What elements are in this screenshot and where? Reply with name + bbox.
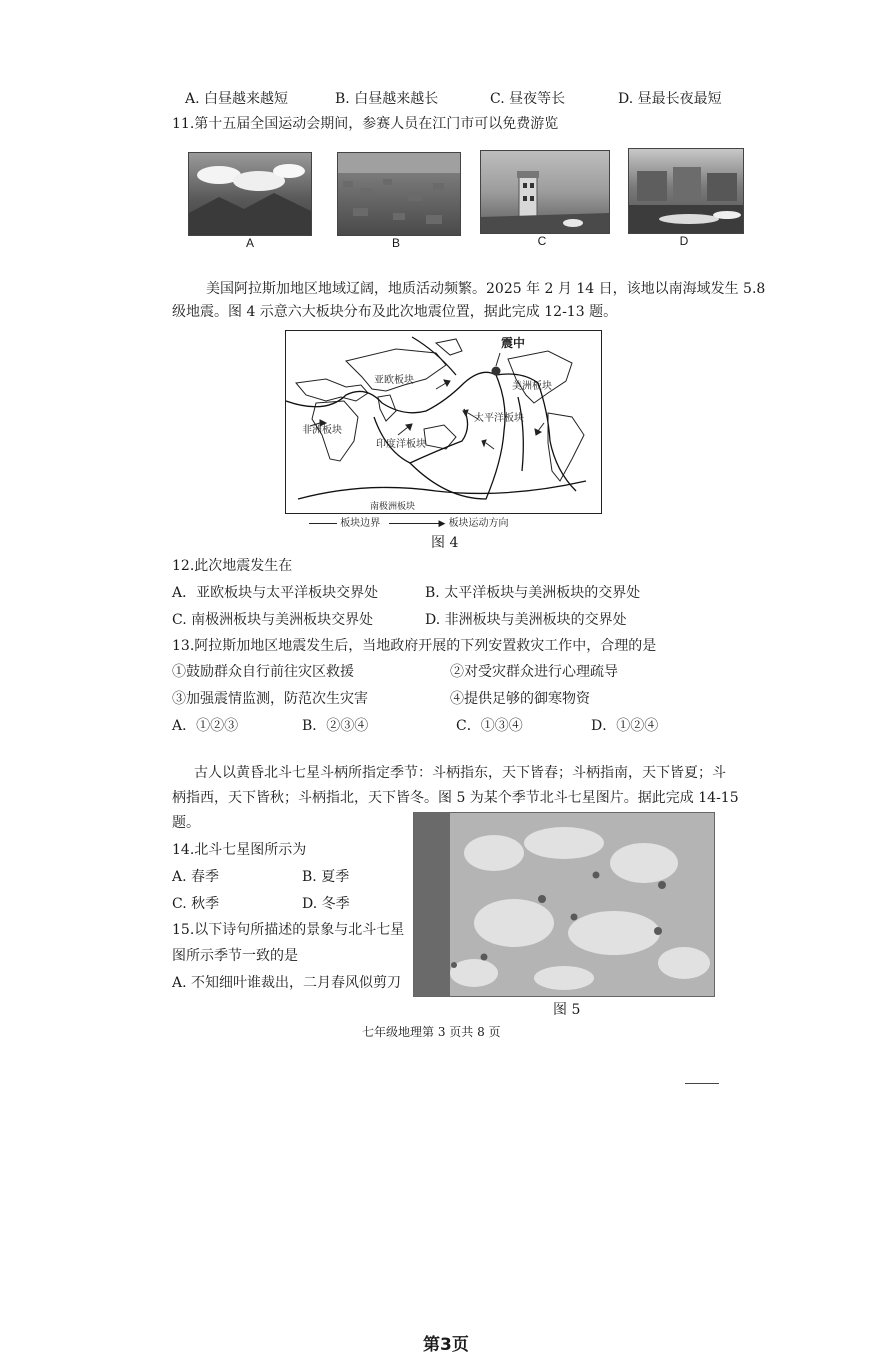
q13-stem: 13.阿拉斯加地区地震发生后，当地政府开展的下列安置救灾工作中，合理的是 — [172, 638, 657, 654]
q12-option-a: A．亚欧板块与太平洋板块交界处 — [172, 585, 379, 601]
q14-option-d: D. 冬季 — [302, 896, 350, 912]
q13-item-1: ①鼓励群众自行前往灾区救援 — [172, 664, 354, 680]
q10-option-a: A. 白昼越来越短 — [185, 91, 289, 107]
q13-item-3: ③加强震情监测，防范次生灾害 — [172, 691, 368, 707]
q12-option-b: B. 太平洋板块与美洲板块的交界处 — [425, 585, 641, 601]
legend-direction-label: 板块运动方向 — [448, 518, 509, 529]
q14-option-c: C. 秋季 — [172, 896, 220, 912]
page-number-label: 第3页 — [423, 1335, 469, 1355]
q10-option-c: C. 昼夜等长 — [490, 91, 566, 107]
q12-option-d: D. 非洲板块与美洲板块的交界处 — [425, 612, 627, 628]
q11-stem: 11.第十五届全国运动会期间，参赛人员在江门市可以免费游览 — [172, 116, 559, 132]
q15-stem-line2: 图所示季节一致的是 — [172, 948, 298, 964]
q10-option-b: B. 白昼越来越长 — [335, 91, 439, 107]
q15-stem-line1: 15.以下诗句所描述的景象与北斗七星 — [172, 922, 405, 938]
q11-caption-d: D — [679, 234, 689, 248]
q13-option-a: A．①②③ — [172, 718, 239, 734]
passage-14-15-line3: 题。 — [172, 815, 200, 831]
city-aerial-photo — [338, 153, 460, 235]
night-sky-image — [414, 813, 714, 996]
plate-label-indian-ocean: 印度洋板块 — [376, 439, 426, 450]
q11-caption-c: C — [537, 234, 547, 248]
q14-option-b: B. 夏季 — [302, 869, 350, 885]
q13-option-d: D．①②④ — [591, 718, 659, 734]
q13-option-c: C．①③④ — [456, 718, 523, 734]
boundary-line-icon — [309, 523, 337, 524]
watchtower-photo — [481, 151, 609, 233]
q11-caption-b: B — [391, 236, 400, 250]
direction-arrow-icon: ▶ — [389, 523, 441, 524]
page-footer: 七年级地理第 3 页共 8 页 — [362, 1025, 501, 1039]
q11-photo-c — [480, 150, 610, 234]
q11-photo-a — [188, 152, 312, 236]
plate-label-pacific: 太平洋板块 — [474, 413, 524, 424]
q13-item-2: ②对受灾群众进行心理疏导 — [450, 664, 618, 680]
plate-label-african: 非洲板块 — [302, 425, 342, 436]
q14-option-a: A. 春季 — [172, 869, 220, 885]
q11-photo-b — [337, 152, 461, 236]
passage-14-15-line2: 柄指西，天下皆秋；斗柄指北，天下皆冬。图 5 为某个季节北斗七星图片。据此完成 14-15 — [172, 790, 739, 806]
q11-photo-d — [628, 148, 744, 234]
passage-12-13-line1: 美国阿拉斯加地区地域辽阔，地质活动频繁。2025 年 2 月 14 日，该地以南海域发生 5.8 — [206, 281, 766, 297]
q14-stem: 14.北斗七星图所示为 — [172, 842, 307, 858]
plate-map — [285, 330, 602, 514]
q13-option-b: B．②③④ — [302, 718, 369, 734]
passage-12-13-line2: 级地震。图 4 示意六大板块分布及此次地震位置，据此完成 12-13 题。 — [172, 304, 618, 320]
q13-item-4: ④提供足够的御寒物资 — [450, 691, 590, 707]
mountain-clouds-photo — [189, 153, 311, 235]
legend-boundary-label: 板块边界 — [340, 518, 381, 529]
village-waterfront-photo — [629, 149, 743, 233]
q12-stem: 12.此次地震发生在 — [172, 558, 293, 574]
divider — [685, 1083, 719, 1084]
passage-14-15-line1: 古人以黄昏北斗七星斗柄所指定季节：斗柄指东，天下皆春；斗柄指南，天下皆夏；斗 — [194, 765, 726, 781]
epicenter-marker — [492, 367, 501, 376]
map-legend — [309, 514, 509, 529]
q10-option-d: D. 昼最长夜最短 — [618, 91, 722, 107]
epicenter-label: 震中 — [501, 336, 526, 350]
plate-label-eurasian: 亚欧板块 — [374, 375, 414, 386]
figure-4-caption: 图 4 — [431, 535, 459, 551]
plate-label-american: 美洲板块 — [512, 381, 552, 392]
q11-caption-a: A — [245, 236, 254, 250]
plate-label-antarctic: 南极洲板块 — [370, 502, 416, 512]
q15-option-a: A. 不知细叶谁裁出，二月春风似剪刀 — [172, 975, 402, 991]
figure-5-caption: 图 5 — [553, 1002, 581, 1018]
big-dipper-photo — [413, 812, 715, 997]
q12-option-c: C. 南极洲板块与美洲板块交界处 — [172, 612, 374, 628]
